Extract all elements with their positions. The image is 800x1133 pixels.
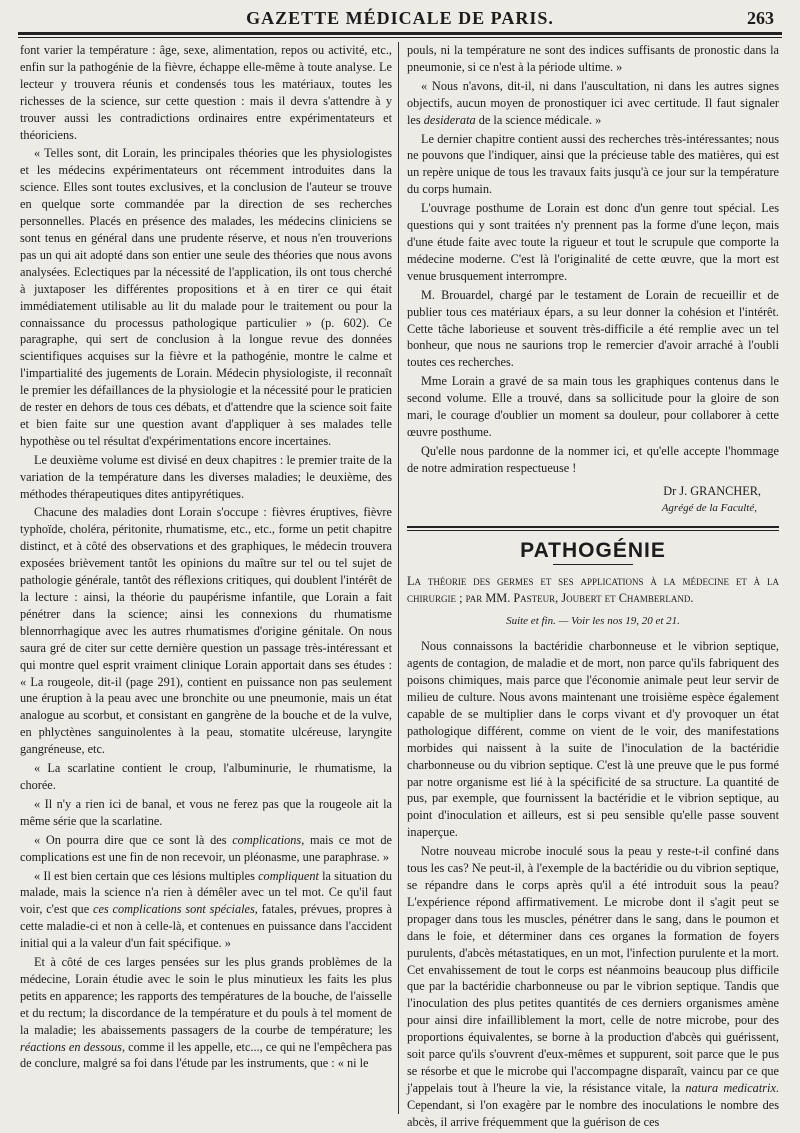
text-run: de la science médicale. » [475, 112, 602, 127]
paragraph [20, 832, 392, 866]
paragraph: pouls, ni la température ne sont des indices suffisants de pronostic dans la pneumonie, si ce n'est à la période ultime. » [407, 43, 779, 74]
text-run: « Il est bien certain que ces lésions multiples [34, 868, 259, 883]
page-header [18, 6, 782, 32]
paragraph: L'ouvrage posthume de Lorain est donc d'un genre tout spécial. Les questions qui y sont traitées n'y prennent pas la forme d'une leçon, mais d'une étude faite avec toute la rigueur et tout le scrupule que comporte la médecine moderne. C'est là l'originalité de cette œuvre, que la mort est venue brusquement interrompre. [407, 201, 779, 283]
paragraph [407, 78, 779, 129]
paragraph: Le deuxième volume est divisé en deux chapitres : le premier traite de la variation de la température dans les diverses maladies; le deuxième, des méthodes thérapeutiques dites antipyrétiques. [20, 452, 392, 501]
emphasis: complications [232, 832, 302, 847]
paragraph: font varier la température : âge, sexe, alimentation, repos ou activité, etc., enfin sur la pathogénie de la fièvre, échappe elle-même à toute analyse. Le lecteur y trouvera réunis et condensés tous les matériaux, toutes les richesses de la science, sur cette question : mais il devra s'attendre à y trouver aussi les contradictions ordinaires entre expérimentateurs et théoriciens. [20, 43, 392, 142]
emphasis: ces complications sont spéciales [92, 902, 255, 917]
text-run: , fatales, prévues, propres à cette maladie-ci et non à celle-là, et contenues en puissance dans l'accident initial qui a la valeur d'un fait spécifique. » [20, 902, 392, 951]
section-heading: PATHOGÉNIE [520, 539, 666, 563]
paragraph [20, 954, 392, 1072]
paragraph: Qu'elle nous pardonne de la nommer ici, et qu'elle accepte l'hommage de notre admiration respectueuse ! [407, 443, 779, 475]
header-rule-thin [18, 37, 782, 38]
paragraph: Nous connaissons la bactéridie charbonneuse et le vibrion septique, agents de contagion, de maladie et de mort, non parce qu'ils fabriquent des poisons chimiques, mais parce que l'économie animale peut leur servir de milieu de culture. Nous avons maintenant une troisième espèce également capable de se multiplier dans le corps vivant et d'y provoquer un état pathologique différent, comme on vient de le voir, des manifestations morbides qui naissent à la suite de l'inoculation de la bactéridie charbonneuse ou du vibrion septique. C'est là une preuve que le pus formé par notre organisme est lié à la spécificité de sa structure. La quantité de pus, par exemple, que fournissent la bactéridie et le vibrion septique, au point d'inoculation et ailleurs, est si peu sensible qu'elle passe souvent inaperçue. [407, 639, 779, 840]
emphasis: réactions en dessous [20, 1039, 122, 1054]
paragraph: « La scarlatine contient le croup, l'albuminurie, le rhumatisme, la chorée. [20, 761, 392, 792]
text-run: la situation du malade, mais la science n'a rien à démêler avec un tel mot. Ce qu'il faut voir, c'est que [20, 868, 393, 917]
author-title: Agrégé de la Faculté, [661, 501, 757, 514]
paragraph: Mme Lorain a gravé de sa main tous les graphiques contenus dans le second volume. Elle a trouvé, dans sa sollicitude pour la gloire de son mari, le courage d'oublier un moment sa douleur, pour collaborer à cette œuvre posthume. [407, 374, 779, 439]
emphasis: compliquent [258, 868, 319, 883]
text-run: , comme il les appelle, etc..., ce qui ne l'empêchera pas de conclure, malgré sa foi dans l'étude par les instruments, que : « ni le [20, 1039, 393, 1071]
paragraph: Le dernier chapitre contient aussi des recherches très-intéressantes; nous ne pouvons que l'indiquer, ainsi que la précieuse table des matières, qui est un repère unique de tous les travaux faits jusqu'à ce jour sur la température du corps humain. [407, 131, 779, 197]
author-signature: Dr J. GRANCHER, [663, 483, 761, 498]
paragraph: « Il n'y a rien ici de banal, et vous ne ferez pas que la rougeole ait la même série que la scarlatine. [20, 796, 392, 828]
article-note: Suite et fin. — Voir les nos 19, 20 et 21. [506, 615, 680, 628]
text-run: Et à côté de ces larges pensées sur les plus grands problèmes de la médecine, Lorain étudie avec le soin le plus minutieux les faits les plus petits en apparence; les rapports des températures de la bouche, de l'aisselle et du rectum; la discordance de la température et du pouls à tel moment de la maladie; les abaissements passagers de la courbe de température; les [20, 955, 392, 1037]
emphasis: desiderata [423, 112, 476, 127]
paragraph: « Telles sont, dit Lorain, les principales théories que les physiologistes et les médecins expérimentateurs ont récemment introduites dans la science. Elles sont toutes exclusives, et la conclusion de l'auteur se trouve en quelque sorte commandée par la direction de ses recherches personnelles. Placés en présence des malades, les médecins cliniciens se sont tenus en général dans une prudente réserve, et nous n'en trouverions pas un qui ait adopté dans son entier une seule des théories que nous avons analysées. Eclectiques par la nécessité de l'application, ils ont tous cherché à juxtaposer les différentes propositions et à en tirer ce qui était immédiatement utilisable au lit du malade pour le traitement ou pour la connaissance du processus pathologique particulier » (p. 602). Ce paragraphe, qui sert de conclusion à la longue revue des données scientifiques acquises sur la fièvre et la pathogénie, montre le calme et l'impartialité des jugements de Lorain. Médecin physiologiste, il reconnaît le premier les défaillances de la physiologie et la nécessité pour le praticien de rester en dehors de tous ces débats, et d'attendre que la science soit faite et bien faite sur une question avant d'appliquer à ses malades telle hypothèse ou tel résultat d'expérimentations encore incertaines. [20, 146, 392, 448]
text-run: , mais ce mot de complications est une fin de non recevoir, un pléonasme, une paraphrase. » [20, 832, 393, 864]
running-title: GAZETTE MÉDICALE DE PARIS. [246, 8, 554, 28]
paragraph [20, 868, 392, 953]
text-run: « On pourra dire que ce sont là des [34, 832, 233, 847]
text-run: « Nous n'avons, dit-il, ni dans l'auscultation, ni dans les autres signes objectifs, aucun moyen de pronostiquer ici avec certitude. Il faut signaler les [407, 78, 779, 127]
left-column [20, 42, 392, 1074]
paragraph: M. Brouardel, chargé par le testament de Lorain de recueillir et de publier tous ces matériaux épars, a su leur donner la cohésion et l'intérêt. Cette tâche laborieuse et souvent très-difficile a été remplie avec un tel bonheur, que nous ne saurions trop le remercier d'avoir arraché à l'oubli toutes ces recherches. [407, 287, 779, 370]
section-separator-thin [407, 530, 779, 531]
text-run: Notre nouveau microbe inoculé sous la peau y reste-t-il confiné dans tous les cas? Ne peut-il, à l'exemple de la bactéridie ou du vibrion septique, se répandre dans le corps après qu'il a été introduit sous la peau? L'expérience répond affirmativement. Le microbe dont il s'agit peut se propager dans tous les muscles, pénétrer dans le sang, dans le poumon et dans le foie, et déterminer dans ces organes la formation de foyers purulents, d'abcès métastatiques, en un mot, l'infection purulente et la mort. Cet envahissement de tout le corps est néanmoins beaucoup plus difficile que par la bactéridie charbonneuse ou par le vibrion septique. Tandis que l'inoculation des plus petites quantités de ces derniers organismes amène pour ainsi dire infailliblement la mort, celle de notre microbe, pour des proportions équivalentes, se borne à la production d'abcès qui guérissent, soit parce qu'ils s'ouvrent d'eux-mêmes et suppurent, soit parce que le pus se résorbe et que le microbe qui l'accompagne disparaît, vaincu par ce que j'appelais tout à l'heure la vie, la résistance vitale, la [407, 844, 779, 1095]
section-separator [407, 526, 779, 528]
header-rule [18, 32, 782, 35]
emphasis: natura medicatrix [685, 1080, 776, 1095]
paragraph: Chacune des maladies dont Lorain s'occupe : fièvres éruptives, fièvre typhoïde, choléra, péritonite, rhumatisme, etc., etc., forme un petit chapitre distinct, et à côté des observations et des graphiques, le médecin trouvera exposées brièvement tantôt les opinions du maître sur tel ou tel sujet de pathologie générale, tantôt des réflexions critiques, qui doublent l'intérêt de la lecture : ainsi, la théorie du paupérisme infantile, que Lorain a fait pénétrer dans la science; ainsi les connexions du rhumatisme blennorrhagique avec les autres rhumatismes d'origine génitale. On nous saura gré de citer sur cette dernière question un passage très-intéressant et qui montre quel esprit vraiment clinique Lorain apportait dans ses études : « La rougeole, dit-il (page 291), contient en puissance non pas seulement une éruption à la peau avec une bronchite ou une pneumonie, mais un état analogue au scorbut, et consistant en gangrène de la bouche et de la vulve, en phlyctènes sanguinolentes à la peau, stomatite ulcéreuse, laryngite gangréneuse, etc. [20, 505, 392, 757]
page-number: 263 [747, 8, 774, 28]
article-title: La théorie des germes et ses applications à la médecine et à la chirurgie ; par MM. Pasteur, Joubert et Chamberland. [407, 574, 779, 606]
text-run: . Cependant, si l'on exagère par le nombre des inoculations le nombre des abcès, il arrive fréquemment que la guérison de ces [407, 1080, 779, 1129]
column-divider [398, 42, 399, 1114]
paragraph [407, 843, 779, 1130]
section-heading-rule [553, 564, 633, 565]
right-column [407, 42, 779, 1133]
